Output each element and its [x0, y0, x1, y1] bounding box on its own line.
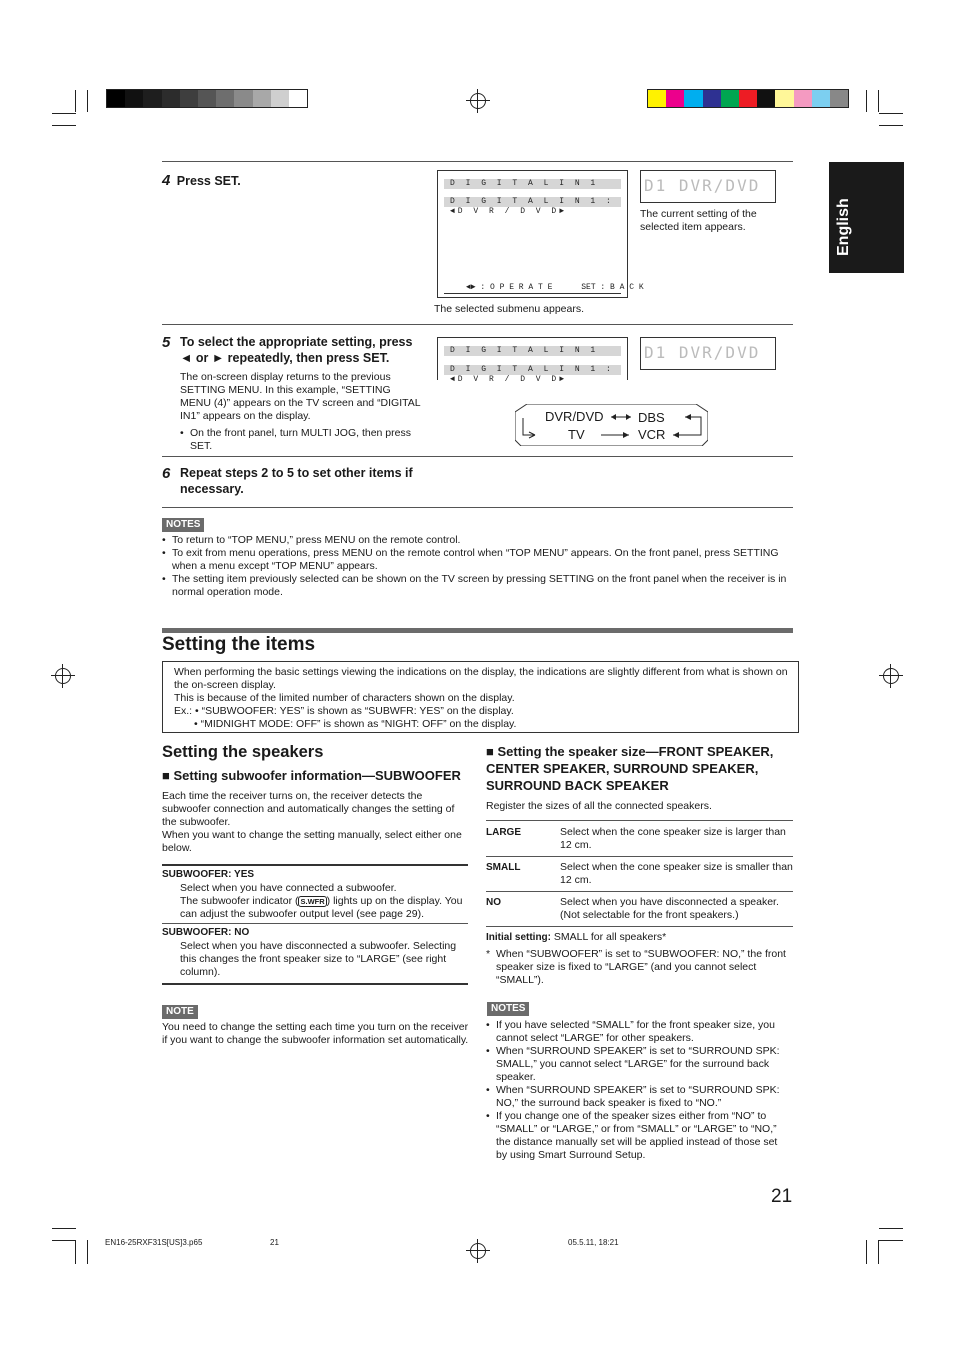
notes-tag: NOTES [162, 518, 204, 532]
language-tab-label: English [835, 198, 852, 256]
divider [162, 456, 793, 457]
speaker-size-table [486, 822, 793, 927]
grayscale-color-bar [106, 89, 308, 108]
on-screen-display-1 [437, 170, 644, 298]
divider [162, 864, 468, 866]
step-6-text: Repeat steps 2 to 5 to set other items if necessary. [180, 466, 413, 496]
notes-list [162, 534, 787, 599]
subwoofer-yes-label: SUBWOOFER: YES [162, 869, 255, 880]
asterisk-text: When “SUBWOOFER” is set to “SUBWOOFER: NO,” the front speaker size is fixed to “LARGE” (and you cannot select “SMALL”). [496, 948, 786, 986]
subwoofer-yes-text [180, 882, 465, 921]
note-text: You need to change the setting each time you turn on the receiver if you want to change the subwoofer information set automatically. [162, 1021, 469, 1046]
cycle-item-dvr-dvd: DVR/DVD [545, 409, 604, 424]
registration-mark-icon [883, 668, 899, 684]
front-display-1: D1 DVR/DVD [640, 170, 776, 203]
step-5-title: To select the appropriate setting, press ◄ or ► repeatedly, then press SET. [180, 335, 413, 365]
step-5-bullet: • On the front panel, turn MULTI JOG, then press SET. [180, 427, 424, 453]
divider [162, 923, 468, 924]
initial-setting [486, 931, 666, 944]
crop-mark [52, 1240, 76, 1241]
footer-page: 21 [270, 1238, 279, 1247]
divider [162, 324, 793, 325]
note-item: • To exit from menu operations, press MENU on the remote control when “TOP MENU” appears. On the front panel, press SETTING when a menu except “TOP MENU” appears. [162, 547, 787, 573]
crop-mark [866, 1240, 867, 1264]
speakers-title: Setting the speakers [162, 743, 324, 761]
subwoofer-subtitle: ■ Setting subwoofer information—SUBWOOFER [162, 768, 461, 783]
notes-tag: NOTES [487, 1002, 529, 1016]
subwoofer-indicator-icon: S.WFR [300, 897, 325, 906]
divider [444, 293, 621, 294]
crop-mark [879, 113, 903, 114]
section-rule [162, 628, 793, 633]
osd-footer: ◄► : O P E R A T E SET : B A C K [466, 283, 644, 292]
text: The subwoofer indicator ( [180, 895, 299, 907]
registration-mark-icon [470, 1243, 486, 1259]
divider [162, 161, 793, 162]
note-item: • To return to “TOP MENU,” press MENU on the remote control. [162, 534, 787, 547]
footer-file: EN16-25RXF31S[US]3.p65 [105, 1238, 203, 1247]
step-number: 4 [162, 172, 171, 189]
paragraph: When you want to change the setting manually, select either one below. [162, 829, 462, 854]
crop-mark [879, 1240, 903, 1241]
notes-list [486, 1019, 786, 1162]
speaker-size-intro: Register the sizes of all the connected speakers. [486, 800, 712, 812]
crop-mark [75, 90, 76, 112]
display-caption: The current setting of the selected item appears. [640, 208, 757, 233]
crop-mark [87, 90, 88, 112]
subwoofer-no-label: SUBWOOFER: NO [162, 927, 250, 938]
crop-mark [52, 125, 76, 126]
divider [162, 507, 793, 508]
subwoofer-no-text: Select when you have disconnected a subwoofer. Selecting this changes the front speaker size to “LARGE” (see right column). [180, 940, 457, 978]
note-item: • If you change one of the speaker sizes either from “NO” to “SMALL” or “LARGE,” or from “SMALL” or “LARGE” to “NO,” the distance manually set will be applied instead of those set by using Smart Surround Setup. [486, 1110, 786, 1162]
cycle-item-vcr: VCR [638, 427, 666, 442]
divider [162, 983, 468, 985]
selection-cycle-diagram [515, 404, 708, 446]
step-number: 6 [162, 465, 171, 482]
initial-setting-label: Initial setting: [486, 932, 551, 943]
paragraph: Each time the receiver turns on, the receiver detects the subwoofer connection and automatically changes the setting of the subwoofer. [162, 790, 455, 828]
note-item: • The setting item previously selected can be shown on the TV screen by pressing SETTING on the front panel when the receiver is in normal operation mode. [162, 573, 787, 599]
registration-mark-icon [55, 668, 71, 684]
osd-line-2: D I G I T A L I N 1 : ◄D V R / D V D► [444, 365, 621, 375]
registration-mark-icon [470, 93, 486, 109]
osd-line-1: D I G I T A L I N 1 [444, 346, 621, 356]
note-tag: NOTE [162, 1005, 198, 1019]
info-line: Ex.: • “SUBWOOFER: YES” is shown as “SUBWFR: YES” on the display. [174, 705, 514, 717]
step-4 [162, 172, 422, 190]
page-number: 21 [771, 1186, 793, 1207]
step-number: 5 [162, 334, 171, 351]
info-line: • “MIDNIGHT MODE: OFF” is shown as “NIGHT: OFF” on the display. [194, 718, 517, 730]
divider [486, 820, 793, 821]
size-key: LARGE [486, 827, 521, 838]
step-4-text: Press SET. [176, 174, 241, 188]
paragraph: Select when you have connected a subwoofer. [180, 882, 397, 894]
osd-caption: The selected submenu appears. [434, 303, 585, 315]
cycle-item-dbs: DBS [638, 410, 665, 425]
cycle-item-tv: TV [568, 427, 585, 442]
crop-mark [878, 1240, 879, 1264]
crop-mark [52, 1228, 76, 1229]
step-5 [162, 334, 424, 453]
cmyk-color-bar [647, 89, 849, 108]
subwoofer-intro [162, 790, 467, 855]
size-key: SMALL [486, 862, 521, 873]
footer-date: 05.5.11, 18:21 [568, 1238, 619, 1247]
section-title: Setting the items [162, 634, 316, 655]
step-6 [162, 465, 424, 497]
note-item: • When “SURROUND SPEAKER” is set to “SURROUND SPK: NO,” the surround back speaker is fixed to “NO.” [486, 1084, 786, 1110]
crop-mark [879, 125, 903, 126]
info-line: When performing the basic settings viewing the indications on the display, the indications are slightly different from what is shown on the on-screen display. [174, 666, 788, 691]
size-value: Select when you have disconnected a speaker. (Not selectable for the front speakers.) [560, 896, 779, 921]
speaker-size-title: ■ Setting the speaker size—FRONT SPEAKER, CENTER SPEAKER, SURROUND SPEAKER, SURROUND BACK SPEAKER [486, 744, 774, 793]
info-line: This is because of the limited number of characters shown on the display. [174, 692, 515, 704]
crop-mark [866, 90, 867, 112]
language-tab [829, 162, 904, 273]
size-value: Select when the cone speaker size is smaller than 12 cm. [560, 861, 793, 886]
crop-mark [87, 1240, 88, 1264]
crop-mark [52, 113, 76, 114]
step-5-body: The on-screen display returns to the previous SETTING MENU. In this example, “SETTING MENU (4)” appears on the TV screen and “DIGITAL IN1” appears on the display. [180, 371, 421, 422]
crop-mark [75, 1240, 76, 1264]
front-display-2: D1 DVR/DVD [640, 337, 776, 370]
asterisk-note: * When “SUBWOOFER” is set to “SUBWOOFER: NO,” the front speaker size is fixed to “LARGE” (and you cannot select “SMALL”). [486, 948, 786, 986]
on-screen-display-2 [437, 337, 628, 384]
crop-mark [878, 90, 879, 112]
size-key: NO [486, 897, 501, 908]
osd-line-2: D I G I T A L I N 1 : ◄D V R / D V D► [444, 197, 621, 207]
size-value: Select when the cone speaker size is larger than 12 cm. [560, 826, 786, 851]
info-box [162, 661, 799, 733]
note-item: • When “SURROUND SPEAKER” is set to “SURROUND SPK: SMALL,” you cannot select “LARGE” for the surround back speaker. [486, 1045, 786, 1084]
text: ) lights up on the display. You can adjust the subwoofer output level (see page 29). [180, 895, 463, 920]
initial-setting-value: SMALL for all speakers* [551, 931, 667, 943]
crop-mark [879, 1228, 903, 1229]
note-item: • If you have selected “SMALL” for the front speaker size, you cannot select “LARGE” for other speakers. [486, 1019, 786, 1045]
osd-line-1: D I G I T A L I N 1 [444, 179, 621, 189]
